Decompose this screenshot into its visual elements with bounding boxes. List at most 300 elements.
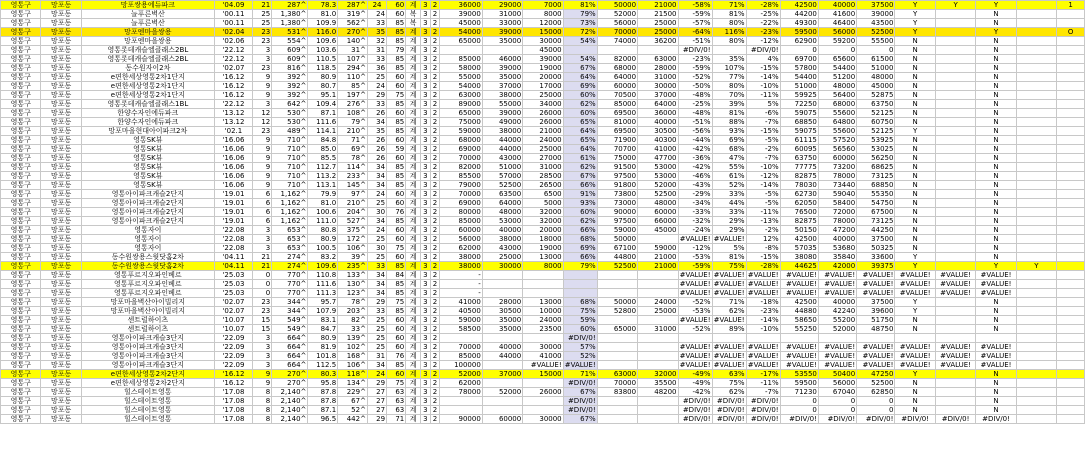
table-cell[interactable]: 392^ [272, 82, 308, 91]
table-cell[interactable] [1057, 298, 1085, 307]
table-row[interactable] [1, 154, 1085, 163]
table-cell[interactable]: 35000 [482, 325, 522, 334]
table-cell[interactable] [1016, 19, 1056, 28]
table-cell[interactable]: 40000 [818, 1, 856, 10]
table-cell[interactable]: 59 [387, 145, 406, 154]
table-cell[interactable]: 18000 [523, 235, 563, 244]
table-cell[interactable] [935, 100, 975, 109]
table-cell[interactable]: 영통구 [1, 289, 41, 298]
table-cell[interactable]: #VALUE! [747, 343, 779, 351]
table-cell[interactable]: '22.12 [214, 100, 252, 109]
table-cell[interactable]: 67% [563, 415, 597, 424]
table-cell[interactable]: 103.6 [308, 46, 338, 55]
table-cell[interactable]: 48000 [482, 208, 522, 217]
table-cell[interactable]: 계 [406, 253, 421, 262]
table-cell[interactable]: N [976, 316, 1016, 325]
table-cell[interactable]: 66000 [638, 217, 678, 226]
table-cell[interactable]: 2 [430, 280, 440, 289]
table-cell[interactable]: 85000 [440, 217, 483, 226]
table-cell[interactable]: -53% [678, 307, 712, 316]
table-cell[interactable] [935, 190, 975, 199]
table-cell[interactable]: 영통구 [1, 361, 41, 370]
table-cell[interactable] [935, 325, 975, 334]
table-cell[interactable]: 44200 [780, 10, 818, 19]
table-cell[interactable]: 계 [406, 118, 421, 127]
table-cell[interactable]: 20000 [523, 73, 563, 82]
table-cell[interactable]: N [976, 190, 1016, 199]
table-cell[interactable]: -11% [746, 379, 780, 388]
table-cell[interactable]: 3 [421, 91, 431, 100]
table-cell[interactable]: N [895, 199, 935, 208]
table-cell[interactable]: 9 [253, 91, 272, 100]
table-cell[interactable]: -36% [678, 154, 712, 163]
table-cell[interactable]: '13.12 [214, 118, 252, 127]
table-cell[interactable]: #VALUE! [935, 280, 975, 289]
table-cell[interactable]: N [976, 82, 1016, 91]
table-cell[interactable] [935, 217, 975, 226]
table-cell[interactable]: 109.6 [308, 37, 338, 46]
table-cell[interactable]: 59075 [780, 109, 818, 118]
table-cell[interactable]: 영통구 [1, 325, 41, 334]
table-cell[interactable]: 100.6 [308, 208, 338, 217]
table-cell[interactable]: 88% [712, 118, 746, 127]
table-cell[interactable]: 87.8 [308, 388, 338, 397]
table-cell[interactable] [1016, 361, 1056, 370]
table-cell[interactable]: e편한세상영통2차1단지 [81, 73, 214, 82]
table-cell[interactable]: 67% [563, 172, 597, 181]
table-cell[interactable] [597, 316, 637, 325]
table-cell[interactable]: 31000 [523, 163, 563, 172]
table-cell[interactable]: 2 [430, 73, 440, 82]
table-cell[interactable] [1016, 199, 1056, 208]
table-cell[interactable]: 85 [387, 172, 406, 181]
table-cell[interactable]: N [895, 217, 935, 226]
table-cell[interactable]: #DIV/0! [818, 415, 856, 424]
table-cell[interactable]: 계 [406, 145, 421, 154]
table-cell[interactable]: 60000 [818, 154, 856, 163]
table-cell[interactable] [1016, 379, 1056, 388]
table-cell[interactable]: -5% [746, 199, 780, 208]
table-cell[interactable]: #VALUE! [818, 271, 856, 280]
table-cell[interactable]: 3 [421, 370, 431, 379]
table-cell[interactable]: 망포마을현대아이파크2차 [81, 127, 214, 136]
table-cell[interactable]: N [895, 163, 935, 172]
table-cell[interactable] [1016, 190, 1056, 199]
table-cell[interactable]: 영통구 [1, 1, 41, 10]
table-cell[interactable]: 60 [387, 109, 406, 118]
table-cell[interactable]: 0 [818, 397, 856, 406]
table-cell[interactable]: 44% [712, 199, 746, 208]
table-cell[interactable]: 39000 [523, 55, 563, 64]
table-row[interactable] [1, 370, 1085, 379]
table-cell[interactable]: 79^ [338, 118, 368, 127]
table-cell[interactable] [935, 163, 975, 172]
table-cell[interactable]: 53550 [780, 370, 818, 379]
table-cell[interactable]: 38000 [440, 262, 483, 271]
table-row[interactable] [1, 55, 1085, 64]
table-cell[interactable]: 85 [387, 181, 406, 190]
table-cell[interactable]: 15000 [523, 370, 563, 379]
table-cell[interactable]: 2 [430, 271, 440, 280]
table-cell[interactable]: 망포동 [41, 361, 81, 370]
table-cell[interactable]: 78000 [818, 172, 856, 181]
table-cell[interactable]: 2 [430, 325, 440, 334]
table-cell[interactable]: -53% [678, 253, 712, 262]
table-cell[interactable]: 영통구 [1, 226, 41, 235]
table-cell[interactable]: 21 [253, 1, 272, 10]
table-cell[interactable]: 562^ [338, 19, 368, 28]
table-cell[interactable]: 392^ [272, 91, 308, 100]
table-cell[interactable]: N [895, 91, 935, 100]
table-cell[interactable]: #DIV/0! [712, 397, 746, 406]
table-row[interactable] [1, 145, 1085, 154]
table-cell[interactable]: 망포엔마을쌍용 [81, 28, 214, 37]
table-cell[interactable] [482, 289, 522, 298]
table-cell[interactable] [1057, 262, 1085, 271]
table-row[interactable] [1, 397, 1085, 406]
table-cell[interactable]: '22.12 [214, 46, 252, 55]
table-cell[interactable]: '02.07 [214, 307, 252, 316]
table-cell[interactable] [1057, 316, 1085, 325]
table-cell[interactable]: 67% [563, 64, 597, 73]
table-cell[interactable]: 78030 [780, 181, 818, 190]
table-cell[interactable]: 영통구 [1, 28, 41, 37]
table-cell[interactable]: 57520 [818, 136, 856, 145]
table-cell[interactable]: 2 [430, 253, 440, 262]
table-cell[interactable]: 65% [563, 136, 597, 145]
table-cell[interactable]: 111.6 [308, 118, 338, 127]
table-cell[interactable]: 2 [430, 28, 440, 37]
table-cell[interactable]: 85 [387, 19, 406, 28]
table-cell[interactable]: 30000 [523, 343, 563, 352]
table-cell[interactable]: 49000 [482, 118, 522, 127]
table-cell[interactable]: 76 [387, 208, 406, 217]
table-cell[interactable]: '02.1 [214, 127, 252, 136]
table-cell[interactable]: 39^ [338, 253, 368, 262]
table-row[interactable] [1, 217, 1085, 226]
table-cell[interactable]: N [976, 145, 1016, 154]
table-cell[interactable]: #VALUE! [976, 343, 1016, 352]
table-cell[interactable] [1057, 37, 1085, 46]
table-cell[interactable]: 75 [387, 379, 406, 388]
table-cell[interactable]: N [976, 397, 1016, 406]
table-cell[interactable]: 48000 [638, 199, 678, 208]
table-cell[interactable]: 43000 [482, 244, 522, 253]
table-cell[interactable]: N [976, 388, 1016, 397]
table-cell[interactable] [638, 280, 678, 289]
table-cell[interactable]: #DIV/0! [935, 415, 975, 424]
table-cell[interactable]: 15000 [523, 28, 563, 37]
table-cell[interactable]: 영통구 [1, 163, 41, 172]
table-cell[interactable]: 영통푸르지오파인베르 [81, 280, 214, 289]
table-cell[interactable]: 642^ [272, 100, 308, 109]
table-cell[interactable]: -48% [678, 109, 712, 118]
table-cell[interactable]: 24 [367, 226, 386, 235]
table-cell[interactable]: 망포동 [41, 397, 81, 406]
table-cell[interactable]: 24 [367, 190, 386, 199]
table-cell[interactable]: 53000 [638, 172, 678, 181]
table-cell[interactable]: 3 [421, 280, 431, 289]
table-cell[interactable]: 39000 [857, 10, 895, 19]
table-cell[interactable]: '17.08 [214, 388, 252, 397]
table-cell[interactable]: 34 [367, 271, 386, 280]
table-cell[interactable]: 72% [563, 28, 597, 37]
table-cell[interactable]: N [976, 109, 1016, 118]
table-cell[interactable]: N [976, 307, 1016, 316]
table-cell[interactable] [482, 334, 522, 343]
table-cell[interactable]: -34% [678, 199, 712, 208]
table-cell[interactable]: 3 [421, 208, 431, 217]
table-cell[interactable]: 힐스테이트영통 [81, 415, 214, 424]
table-cell[interactable]: 망포동 [41, 127, 81, 136]
table-cell[interactable]: 12 [253, 109, 272, 118]
table-cell[interactable] [1057, 163, 1085, 172]
table-cell[interactable]: 동수원쌍용스윗닷홈2차 [81, 253, 214, 262]
table-cell[interactable] [935, 145, 975, 154]
table-cell[interactable] [638, 316, 678, 325]
table-cell[interactable]: 61% [712, 172, 746, 181]
table-row[interactable] [1, 307, 1085, 316]
table-row[interactable] [1, 388, 1085, 397]
table-cell[interactable]: '19.01 [214, 217, 252, 226]
table-cell[interactable]: 25 [253, 19, 272, 28]
table-cell[interactable]: 71% [563, 370, 597, 379]
table-cell[interactable] [935, 208, 975, 217]
table-cell[interactable]: 9 [253, 370, 272, 379]
table-cell[interactable]: 망포동 [41, 235, 81, 244]
table-cell[interactable]: 60 [387, 154, 406, 163]
table-cell[interactable]: 69000 [440, 145, 483, 154]
table-cell[interactable]: 영통구 [1, 379, 41, 388]
table-cell[interactable]: 549^ [272, 325, 308, 334]
table-cell[interactable] [1057, 181, 1085, 190]
table-cell[interactable]: N [976, 406, 1016, 415]
table-cell[interactable]: 2 [430, 199, 440, 208]
table-cell[interactable]: 3 [421, 118, 431, 127]
table-cell[interactable]: 33600 [857, 253, 895, 262]
table-cell[interactable]: 2 [430, 145, 440, 154]
table-cell[interactable]: 6 [253, 217, 272, 226]
table-cell[interactable]: 1,380^ [272, 19, 308, 28]
table-cell[interactable]: 59000 [638, 244, 678, 253]
table-cell[interactable]: 24 [367, 1, 386, 10]
table-cell[interactable] [935, 388, 975, 397]
table-cell[interactable] [1016, 307, 1056, 316]
table-cell[interactable] [563, 46, 597, 55]
table-cell[interactable]: 3 [253, 235, 272, 244]
table-cell[interactable]: 87.1 [308, 109, 338, 118]
table-cell[interactable]: 망포동 [41, 181, 81, 190]
table-cell[interactable]: 25000 [638, 28, 678, 37]
table-cell[interactable]: 52% [712, 181, 746, 190]
table-cell[interactable]: 3 [421, 28, 431, 37]
table-cell[interactable]: 63750 [857, 100, 895, 109]
table-cell[interactable]: 31000 [482, 10, 522, 19]
table-cell[interactable]: 3 [253, 244, 272, 253]
table-cell[interactable]: -28% [746, 262, 780, 271]
table-cell[interactable]: 70000 [440, 343, 483, 352]
table-cell[interactable] [1057, 226, 1085, 235]
table-cell[interactable]: 82000 [440, 163, 483, 172]
table-cell[interactable] [563, 280, 597, 289]
table-cell[interactable]: 85 [387, 118, 406, 127]
table-cell[interactable]: 망포동 [41, 334, 81, 343]
table-cell[interactable]: 1,162^ [272, 199, 308, 208]
table-cell[interactable] [1057, 325, 1085, 334]
table-cell[interactable]: 40300 [638, 136, 678, 145]
table-cell[interactable]: 65600 [818, 55, 856, 64]
table-cell[interactable]: 32000 [523, 217, 563, 226]
table-cell[interactable] [1016, 118, 1056, 127]
table-cell[interactable]: 60 [387, 10, 406, 19]
table-cell[interactable]: 287^ [272, 1, 308, 10]
table-cell[interactable]: -5% [746, 190, 780, 199]
table-cell[interactable]: 망포동 [41, 316, 81, 325]
table-cell[interactable]: #VALUE! [895, 271, 935, 280]
table-cell[interactable]: 710^ [272, 154, 308, 163]
table-cell[interactable]: 653^ [272, 244, 308, 253]
table-cell[interactable]: 2 [430, 217, 440, 226]
table-cell[interactable] [638, 235, 678, 244]
table-cell[interactable]: 64% [563, 145, 597, 154]
table-cell[interactable]: N [976, 37, 1016, 46]
table-cell[interactable]: 망포동 [41, 163, 81, 172]
table-cell[interactable]: 2 [430, 289, 440, 298]
table-cell[interactable]: 망포동 [41, 298, 81, 307]
table-cell[interactable]: 43500 [857, 19, 895, 28]
table-cell[interactable]: 영통푸르지오파인베르 [81, 289, 214, 298]
table-cell[interactable]: 32 [367, 37, 386, 46]
table-cell[interactable]: - [440, 280, 483, 289]
table-cell[interactable]: 75% [712, 379, 746, 388]
table-cell[interactable]: -51% [678, 37, 712, 46]
table-cell[interactable]: 영통구 [1, 307, 41, 316]
table-cell[interactable]: N [895, 145, 935, 154]
table-cell[interactable]: N [976, 19, 1016, 28]
table-cell[interactable]: 35% [712, 55, 746, 64]
table-cell[interactable]: #VALUE! [818, 352, 856, 361]
table-cell[interactable]: -17% [746, 370, 780, 379]
table-cell[interactable]: 한양수자인에듀파크 [81, 118, 214, 127]
table-cell[interactable]: 97500 [597, 217, 637, 226]
table-cell[interactable]: 85.0 [308, 145, 338, 154]
table-cell[interactable]: 9 [253, 136, 272, 145]
table-cell[interactable]: 489^ [272, 127, 308, 136]
table-cell[interactable]: 71230 [780, 388, 818, 397]
table-cell[interactable] [563, 289, 597, 298]
table-cell[interactable]: 46000 [482, 55, 522, 64]
table-cell[interactable]: 68% [563, 235, 597, 244]
table-cell[interactable]: 계 [406, 163, 421, 172]
table-cell[interactable]: 55% [712, 163, 746, 172]
table-cell[interactable]: '22.09 [214, 361, 252, 370]
table-cell[interactable]: 57000 [482, 172, 522, 181]
table-cell[interactable]: 33 [367, 19, 386, 28]
table-cell[interactable]: 710^ [272, 172, 308, 181]
table-cell[interactable]: 65% [563, 118, 597, 127]
table-cell[interactable]: 90000 [440, 415, 483, 424]
table-cell[interactable]: 80.7 [308, 82, 338, 91]
table-cell[interactable]: 82875 [780, 217, 818, 226]
table-cell[interactable]: N [976, 244, 1016, 253]
table-cell[interactable]: 30000 [523, 415, 563, 424]
table-cell[interactable]: 664^ [272, 334, 308, 343]
table-cell[interactable]: 영통구 [1, 91, 41, 100]
table-cell[interactable]: 64000 [482, 199, 522, 208]
table-cell[interactable]: N [895, 64, 935, 73]
table-cell[interactable]: 망포동 [41, 28, 81, 37]
table-cell[interactable]: -49% [678, 370, 712, 379]
table-cell[interactable]: 39000 [482, 109, 522, 118]
table-cell[interactable]: #DIV/0! [678, 415, 712, 424]
table-cell[interactable] [1057, 136, 1085, 145]
table-cell[interactable]: '04.11 [214, 262, 252, 271]
table-cell[interactable]: #VALUE! [895, 361, 935, 370]
table-cell[interactable]: 48200 [638, 388, 678, 397]
table-cell[interactable]: 2 [430, 46, 440, 55]
table-cell[interactable] [1057, 370, 1085, 379]
table-cell[interactable]: 68850 [857, 181, 895, 190]
table-cell[interactable]: -32% [678, 217, 712, 226]
table-cell[interactable]: 영통롯데캐슬엘클래스1BL [81, 100, 214, 109]
table-cell[interactable]: #VALUE! [857, 352, 895, 361]
table-cell[interactable]: 계 [406, 307, 421, 316]
table-cell[interactable]: 0 [780, 46, 818, 55]
table-cell[interactable]: Y [895, 19, 935, 28]
table-cell[interactable]: 59040 [818, 190, 856, 199]
table-cell[interactable]: 71% [712, 298, 746, 307]
table-cell[interactable] [563, 271, 597, 280]
table-cell[interactable]: 63500 [482, 190, 522, 199]
table-cell[interactable] [895, 334, 935, 343]
table-cell[interactable] [440, 46, 483, 55]
table-cell[interactable]: 영통구 [1, 154, 41, 163]
table-cell[interactable]: 53680 [818, 244, 856, 253]
table-cell[interactable]: Y [976, 28, 1016, 37]
table-cell[interactable]: 27 [367, 388, 386, 397]
table-cell[interactable]: #VALUE! [935, 352, 975, 361]
table-cell[interactable] [935, 397, 975, 406]
table-cell[interactable] [1057, 289, 1085, 298]
table-cell[interactable]: 274^ [272, 262, 308, 271]
table-cell[interactable]: 계 [406, 343, 421, 352]
table-cell[interactable]: 51000 [780, 82, 818, 91]
table-cell[interactable]: 50325 [857, 244, 895, 253]
table-cell[interactable]: -24% [678, 226, 712, 235]
table-cell[interactable]: 85 [387, 217, 406, 226]
table-cell[interactable]: 3 [421, 415, 431, 424]
table-cell[interactable]: 33000 [482, 19, 522, 28]
table-cell[interactable]: 41000 [440, 298, 483, 307]
table-cell[interactable]: 31^ [338, 46, 368, 55]
table-cell[interactable]: 549^ [272, 316, 308, 325]
table-cell[interactable]: 64% [563, 73, 597, 82]
table-cell[interactable]: 101.8 [308, 352, 338, 361]
table-cell[interactable]: 영통구 [1, 217, 41, 226]
table-cell[interactable]: 52000 [482, 388, 522, 397]
table-cell[interactable]: 25 [367, 253, 386, 262]
table-cell[interactable]: 68000 [818, 100, 856, 109]
table-cell[interactable]: 41000 [523, 352, 563, 361]
table-cell[interactable]: 111.0 [308, 217, 338, 226]
table-cell[interactable]: 78000 [440, 388, 483, 397]
table-cell[interactable]: 64% [563, 127, 597, 136]
table-cell[interactable]: 계 [406, 109, 421, 118]
table-cell[interactable] [482, 406, 522, 415]
table-cell[interactable]: 75 [387, 244, 406, 253]
table-cell[interactable]: 62000 [440, 379, 483, 388]
table-cell[interactable]: 30 [367, 208, 386, 217]
